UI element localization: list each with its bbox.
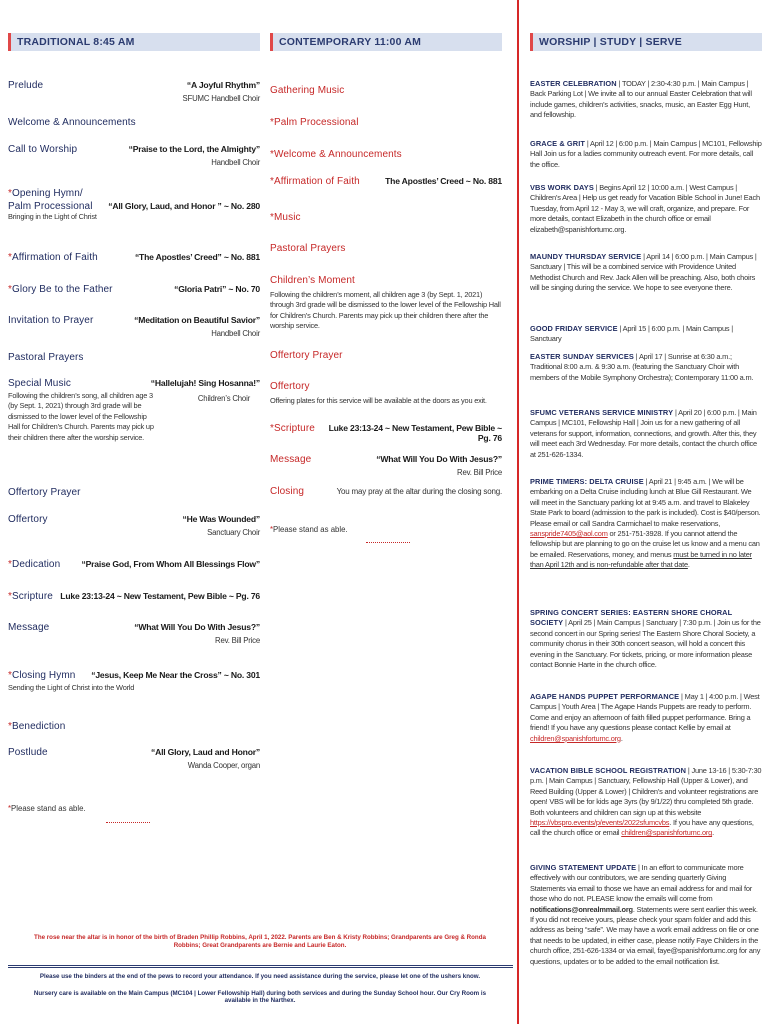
postlude-song: “All Glory, Laud and Honor” [150,747,260,757]
offertory-prayer-label: Offertory Prayer [8,487,81,498]
benediction-item [8,716,260,734]
gathering-label: Gathering Music [270,85,345,96]
offertory-performer: Sanctuary Choir [207,528,260,537]
affirmation-label: *Affirmation of Faith [8,252,98,263]
worship-heading: WORSHIP | STUDY | SERVE [539,36,682,48]
message-preacher-c: Rev. Bill Price [457,468,502,477]
rose-dedication-note: The rose near the altar is in honor of the birth of Braden Phillip Robbins, April 1, 2022. Parents are Ben & Kristy Robbins; Grandparents are Greg & Ronda Robbins; Great Grandparents are Bernie and Laurie Eaton. [34,934,486,950]
postlude-item [8,747,260,770]
message-item-c [270,454,502,477]
footer-double-rule [8,965,513,968]
event-giving-statement: GIVING STATEMENT UPDATE | In an effort to communicate more effectively with our contributors, we are sending quarterly Giving Statements via email to those we have an email address for and mail for those who do not. PLEASE know the emails will come from notifications@onrealmmail.org. Statements were sent earlier this week. If you did not receive yours, please check your spam folder and add this address as being “safe”. We may have a work email address on file or one that needs to be updated, in either case, please notify Faye Childers in the church office, 251-626-1334 or via email, faye@spanishfortumc.org for any questions, updates or to be added to the email notification list. [530,863,761,966]
message-title: “What Will You Do With Jesus?” [134,622,260,632]
invitation-song: “Meditation on Beautiful Savior” [134,315,260,325]
prelude-item [8,80,260,103]
vbs-registration-link[interactable]: https://vbspro.events/p/events/2022sfumcvbs [530,818,670,828]
offertory-note-c: Offering plates for this service will be available at the doors as you exit. [270,396,487,405]
opening-note: Bringing in the Light of Christ [8,212,97,221]
music-label: *Music [270,212,301,223]
gathering-item [270,80,502,98]
closing-hymn-item [8,670,260,693]
closing-item-c [270,486,502,497]
offertory-prayer-item [8,482,260,500]
event-maundy-thursday: MAUNDY THURSDAY SERVICE | April 14 | 6:00 p.m. | Main Campus | Sanctuary | This will be a combined service with Providence United Methodist Church and Rev. Jack Allen will be preaching. Also, both choirs will be singing during the service. We hope to see everyone there. [530,252,757,293]
pastoral-item [8,347,260,365]
event-easter-celebration: EASTER CELEBRATION | TODAY | 2:30-4:30 p.m. | Main Campus | Back Parking Lot | We invite all to our annual Easter Celebration that will include games, children’s activities, snacks, music, an Easter Egg Hunt, and fellowship. [530,79,752,120]
closing-label: *Closing Hymn [8,670,76,681]
message-label: Message [8,622,50,633]
invitation-label: Invitation to Prayer [8,315,94,326]
children-label: Children’s Moment [270,275,355,286]
glory-label: *Glory Be to the Father [8,284,113,295]
pastoral-label: Pastoral Prayers [8,352,84,363]
dedication-song: “Praise God, From Whom All Blessings Flow” [81,559,260,569]
affirmation-song-c: The Apostles’ Creed ~ No. 881 [385,176,502,186]
offertory-item [8,514,260,537]
offertory-song: “He Was Wounded” [182,514,260,524]
offertory-label-c: Offertory [270,381,310,392]
special-music-item [8,378,260,443]
scripture-label-c: *Scripture [270,423,315,434]
welcome-item [8,112,260,130]
prelude-performer: SFUMC Handbell Choir [182,94,260,103]
event-spring-concert: SPRING CONCERT SERIES: EASTERN SHORE CHORAL SOCIETY | April 25 | Main Campus | Sanctuary | 7:30 p.m. | Join us for the second concert in our Spring series! The Eastern Shore Choral Society, a community chorus in their 30th concert season, will hold a concert this evening in the Sanctuary. For tickets, pricing, or more information please contact Bonnie Harte in the church office. [530,608,761,670]
call-performer: Handbell Choir [211,158,260,167]
music-item [270,207,502,225]
call-to-worship-item [8,144,260,167]
special-note: Following the children’s song, all children age 3 (by Sept. 1, 2021) through 3rd grade will be dismissed to the lower level of the Fellowship Hall for Children’s Church. Parents may pick up their children there after the worship service. [8,391,154,442]
scripture-item-c [270,423,502,443]
closing-label-c: Closing [270,486,305,497]
children-email-link-2[interactable]: children@spanishfortumc.org [621,828,713,838]
welcome-label: Welcome & Announcements [8,117,136,128]
call-song: “Praise to the Lord, the Almighty” [128,144,260,154]
column-divider-line [517,0,519,1024]
contemporary-banner [270,33,502,51]
special-song: “Hallelujah! Sing Hosanna!” [150,378,260,388]
event-puppet-performance: AGAPE HANDS PUPPET PERFORMANCE | May 1 | 4:00 p.m. | West Campus | Youth Area | The Agape Hands Puppets are ready to perform. Come and enjoy an afternoon of faith filled puppet performance. Bring a friend! If you have any questions please contact Kellie by email at children@spanishfortumc.org. [530,692,760,743]
pastoral-item-c [270,238,502,256]
children-item [270,270,502,332]
contemporary-heading: CONTEMPORARY 11:00 AM [279,36,422,48]
dedication-item [8,559,260,570]
gloria-item [8,284,260,295]
scripture-label: *Scripture [8,591,53,602]
message-label-c: Message [270,454,312,465]
special-label: Special Music [8,378,71,389]
offertory-prayer-label-c: Offertory Prayer [270,350,343,361]
stand-note-traditional: *Please stand as able. [8,804,86,813]
postlude-label: Postlude [8,747,48,758]
scripture-reference: Luke 23:13-24 ~ New Testament, Pew Bible ~ Pg. 76 [60,591,260,601]
affirmation-label-c: *Affirmation of Faith [270,176,360,187]
prelude-song: “A Joyful Rhythm” [186,80,260,90]
special-performer: Children’s Choir [197,394,250,403]
traditional-heading: TRADITIONAL 8:45 AM [17,36,135,48]
message-preacher: Rev. Bill Price [215,636,260,645]
call-label: Call to Worship [8,144,78,155]
closing-song: “Jesus, Keep Me Near the Cross” ~ No. 301 [91,670,260,680]
nursery-note: Nursery care is available on the Main Campus (MC104 | Lower Fellowship Hall) during both services and during the Sunday School hour. Our Cry Room is available in the Narthex. [33,990,487,1004]
event-good-friday: GOOD FRIDAY SERVICE | April 15 | 6:00 p.m. | Main Campus | Sanctuary [530,324,733,344]
message-item [8,622,260,645]
opening-label-1: *Opening Hymn/ [8,188,83,199]
attendance-note: Please use the binders at the end of the pews to record your attendance. If you need assistance during the service, please let one of the ushers know. [39,973,481,980]
palm-item [270,112,502,130]
glory-song: “Gloria Patri” ~ No. 70 [174,284,260,294]
offertory-item-c [270,376,502,406]
event-easter-sunday: EASTER SUNDAY SERVICES | April 17 | Sunrise at 6:30 a.m.; Traditional 8:00 a.m. & 9:30 a.m. (featuring the Sanctuary Choir with members of the Mobile Symphony Orchestra); Contemporary 11:00 a.m. [530,352,754,382]
decorative-divider-c [366,542,410,543]
closing-note-c: You may pray at the altar during the closing song. [336,487,502,496]
affirmation-item-c [270,176,502,187]
prelude-label: Prelude [8,80,44,91]
postlude-performer: Wanda Cooper, organ [187,761,260,770]
sandra-email-link[interactable]: sanspride7405@aol.com [530,529,608,539]
closing-note: Sending the Light of Christ into the World [8,683,135,692]
invitation-item [8,315,260,338]
opening-song: “All Glory, Laud, and Honor ” ~ No. 280 [108,201,260,211]
invitation-performer: Handbell Choir [211,329,260,338]
event-grace-grit: GRACE & GRIT | April 12 | 6:00 p.m. | Main Campus | MC101, Fellowship Hall Join us for a ladies community outreach event. For more details, call the office. [530,139,762,169]
offertory-label: Offertory [8,514,48,525]
affirmation-song: “The Apostles’ Creed” ~ No. 881 [134,252,260,262]
event-vbs-registration: VACATION BIBLE SCHOOL REGISTRATION | June 13-16 | 5:30-7:30 p.m. | Main Campus | Sanctuary, Fellowship Hall (Upper & Lower), and Reed Building (Upper & Lower) | Children’s and volunteer registrations are open! VBS will be for kids age 3yrs (by 9/1/22) thru completed 5th grade. Both volunteers and children can sign up at this website https://vbspro.events/p/events/2022sfumcvbs. If you have any questions, call the church office or email children@spanishfortumc.org. [530,766,762,838]
worship-banner [530,33,762,51]
benediction-label: *Benediction [8,721,66,732]
children-note: Following the children’s moment, all children age 3 (by Sept. 1, 2021) through 3rd grade will be dismissed to the lower level of the Fellowship Hall for Children’s Church. Parents may pick up their children there after the worship service. [270,290,501,331]
stand-note-contemporary: *Please stand as able. [270,525,348,534]
opening-label-2: Palm Processional [8,201,93,212]
decorative-divider [106,822,150,823]
welcome-label-c: *Welcome & Announcements [270,149,402,160]
offertory-prayer-item-c [270,345,502,363]
message-title-c: “What Will You Do With Jesus?” [376,454,502,464]
scripture-reference-c: Luke 23:13-24 ~ New Testament, Pew Bible ~ Pg. 76 [328,423,502,443]
affirmation-item [8,252,260,263]
pastoral-label-c: Pastoral Prayers [270,243,346,254]
traditional-banner [8,33,260,51]
event-veterans-ministry: SFUMC VETERANS SERVICE MINISTRY | April 20 | 6:00 p.m. | Main Campus | MC101, Fellowship Hall | Join us for a new gathering of all veterans for support, information, connections, and growth. After this, they will meet each 3rd Wednesday. For more details, contact the church office at 251-626-1334. [530,408,757,459]
scripture-item [8,591,260,602]
dedication-label: *Dedication [8,559,61,570]
event-vbs-work-days: VBS WORK DAYS | Begins April 12 | 10:00 a.m. | West Campus | Children’s Area | Help us get ready for Vacation Bible School in June! Each Tuesday, from April 12 - May 3, we will craft, organize, and prepare. For more details, contact Elizabeth in the church office or email elizabeth@spanishfortumc.org. [530,183,760,234]
welcome-item-c [270,144,502,162]
event-delta-cruise: PRIME TIMERS: DELTA CRUISE | April 21 | 9:45 a.m. | We will be embarking on a Delta Cruise including lunch at Blue Gill Restaurant. We will meet in the Sanctuary parking lot at 9:45 a.m. and travel to Blakeley State Park to board (admission to the park is included). Cost is $40/person. Please email or call Sandra Carmichael to make reservations, sanspride7405@aol.com or 251-751-3928. If you cannot attend the fellowship but are planning to go on the cruise let us know and a menu can be emailed. Reservations, money, and menus must be turned in no later than April 12th and is non-refundable after that date. [530,477,761,570]
opening-hymn-item [8,188,260,222]
children-email-link[interactable]: children@spanishfortumc.org [530,733,621,743]
palm-label: *Palm Processional [270,117,359,128]
